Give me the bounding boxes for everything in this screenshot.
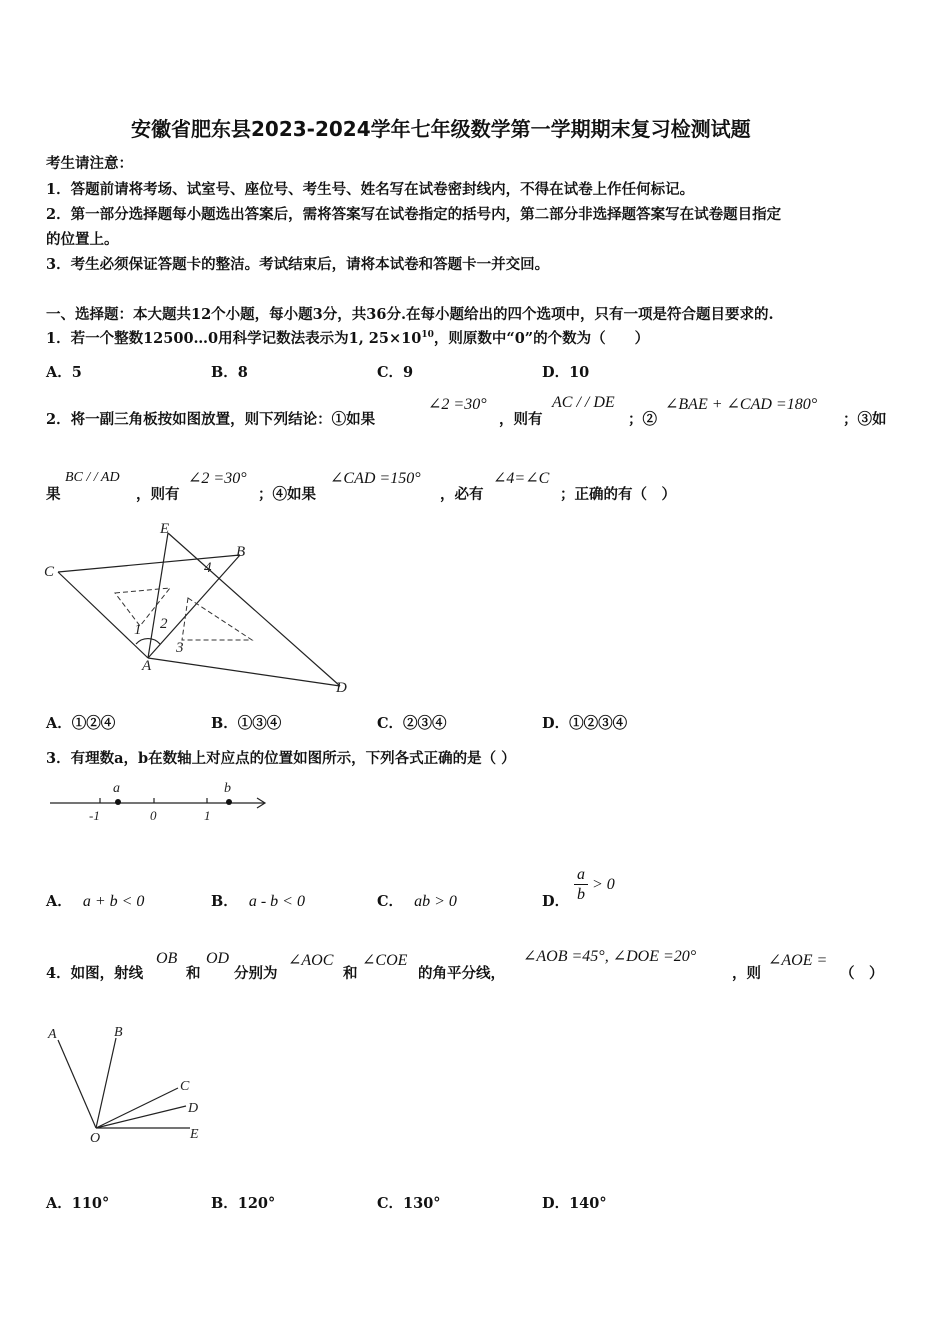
q1-stem-b: ，则原数中“0”的个数为（ ） (433, 330, 650, 347)
q2-option-d[interactable]: D．①②③④ (542, 715, 628, 732)
label-b: B (236, 544, 246, 560)
label-o: O (90, 1131, 101, 1146)
q2-stem-part-6: ，则有 (136, 486, 180, 503)
q4-stem-part-3: 分别为 (234, 965, 278, 982)
q3-option-c-letter: C． (377, 893, 404, 910)
page-title: 安徽省肥东县2023-2024学年七年级数学第一学期期末复习检测试题 (131, 117, 751, 141)
q4-math-ob: OB (156, 950, 178, 967)
q1-option-a[interactable]: A．5 (46, 364, 82, 381)
notice-line-3: 3．考生必须保证答题卡的整洁。考试结束后，请将本试卷和答题卡一并交回。 (46, 256, 550, 273)
line-ed (168, 533, 340, 686)
q1-option-b[interactable]: B．8 (211, 364, 248, 381)
q2-math-5: ∠2 =30° (188, 470, 247, 487)
q4-stem-part-6: ，则 (732, 965, 761, 982)
q3-option-c[interactable] (377, 890, 457, 911)
label-c: C (44, 564, 55, 580)
line-ca (58, 572, 148, 658)
q3-option-b[interactable] (211, 890, 305, 911)
line-ad (148, 658, 340, 686)
notice-line-1: 1．答题前请将考场、试室号、座位号、考生号、姓名写在试卷密封线内，不得在试卷上作任何标记。 (46, 181, 695, 198)
ray-ob (96, 1038, 116, 1128)
q3-option-a-expr: a + b < 0 (82, 893, 145, 910)
q4-angle-figure (44, 1020, 224, 1150)
q4-stem-part-5: 的角平分线， (418, 965, 505, 982)
label-a: A (48, 1027, 57, 1042)
q3-number-line (46, 778, 276, 828)
q2-math-7: ∠4=∠C (493, 470, 550, 487)
q4-math-aoc: ∠AOC (288, 952, 334, 969)
angle-arc (136, 639, 160, 644)
label-2: 2 (160, 616, 168, 632)
q1-stem-a: 1．若一个整数12500…0用科学记数法表示为1, 25×10 (46, 330, 422, 347)
q2-stem-part-3: ；② (628, 411, 657, 428)
q2-stem-part-1: 2．将一副三角板按如图放置，则下列结论：①如果 (46, 411, 376, 428)
q3-option-b-expr: a - b < 0 (248, 893, 305, 910)
label-d: D (188, 1101, 199, 1116)
q2-triangle-figure (40, 518, 360, 698)
q2-stem-part-7: ；④如果 (258, 486, 316, 503)
label-c: C (180, 1079, 190, 1094)
label-b: B (114, 1025, 123, 1040)
q2-math-2: AC / / DE (552, 394, 615, 411)
label-a: A (142, 658, 152, 674)
q2-math-6: ∠CAD =150° (330, 470, 421, 487)
label-1: 1 (134, 622, 142, 638)
label-e: E (160, 521, 170, 537)
tick-label-minus-1: -1 (89, 808, 100, 823)
q3-option-a[interactable] (46, 890, 144, 911)
q4-stem-part-7: （ ） (840, 965, 884, 982)
line-cb (58, 555, 240, 572)
q4-math-aoe: ∠AOE = (768, 952, 828, 969)
label-b: b (224, 781, 231, 796)
label-a: a (113, 781, 120, 796)
section-heading: 一、选择题：本大题共12个小题，每小题3分，共36分.在每小题给出的四个选项中，只有一项是符合题目要求的. (46, 306, 774, 323)
q4-math-given: ∠AOB =45°, ∠DOE =20° (523, 948, 697, 965)
q4-option-a[interactable]: A．110° (46, 1195, 110, 1212)
q3-option-a-letter: A． (46, 893, 72, 910)
notice-line-2b: 的位置上。 (46, 231, 119, 248)
q4-option-d[interactable]: D．140° (542, 1195, 607, 1212)
ray-od (96, 1106, 186, 1128)
q3-option-d-numerator: a (577, 866, 585, 883)
q3-option-d-fraction (574, 866, 588, 905)
q3-option-b-letter: B． (211, 893, 238, 910)
q3-stem: 3．有理数a，b在数轴上对应点的位置如图所示，下列各式正确的是（ ） (46, 750, 516, 767)
q1-stem (46, 327, 649, 348)
q1-option-c[interactable]: C．9 (377, 364, 414, 381)
q2-stem-part-2: ，则有 (499, 411, 543, 428)
q4-option-b[interactable]: B．120° (211, 1195, 276, 1212)
q3-option-d-letter: D． (542, 893, 570, 910)
point-a (115, 799, 121, 805)
q2-stem-part-4: ；③如 (843, 411, 887, 428)
q4-stem-part-2: 和 (186, 965, 201, 982)
q2-option-b[interactable]: B．①③④ (211, 715, 282, 732)
ray-oa (58, 1040, 96, 1128)
q4-math-coe: ∠COE (362, 952, 408, 969)
q4-math-od: OD (206, 950, 230, 967)
q3-option-c-expr: ab > 0 (414, 893, 457, 910)
notice-line-2a: 2．第一部分选择题每小题选出答案后，需将答案写在试卷指定的括号内，第二部分非选择题答案写在试卷题目指定 (46, 206, 782, 223)
q1-option-d[interactable]: D．10 (542, 364, 590, 381)
q2-option-c[interactable]: C．②③④ (377, 715, 447, 732)
label-4: 4 (204, 560, 212, 576)
q2-stem-part-9: ；正确的有（ ） (560, 486, 676, 503)
q2-option-a[interactable]: A．①②④ (46, 715, 116, 732)
q2-stem-part-8: ，必有 (440, 486, 484, 503)
label-3: 3 (176, 640, 184, 656)
label-d: D (336, 680, 347, 696)
q2-math-3: ∠BAE + ∠CAD =180° (665, 396, 818, 413)
q3-option-d-denominator: b (577, 886, 585, 903)
q2-math-4: BC / / AD (65, 470, 120, 485)
tick-label-0: 0 (150, 808, 157, 823)
q2-math-1: ∠2 =30° (428, 396, 487, 413)
label-e: E (190, 1127, 199, 1142)
point-b (226, 799, 232, 805)
q4-stem-part-4: 和 (343, 965, 358, 982)
tick-label-1: 1 (204, 808, 211, 823)
notice-heading: 考生请注意： (46, 155, 133, 172)
dashed-triangle-2 (182, 598, 252, 640)
q1-exponent: 10 (421, 330, 434, 341)
q3-option-d-rest: > 0 (592, 876, 615, 893)
q2-stem-part-5: 果 (46, 486, 61, 503)
q4-option-c[interactable]: C．130° (377, 1195, 441, 1212)
q4-stem-part-1: 4．如图，射线 (46, 965, 144, 982)
ray-oc (96, 1088, 178, 1128)
